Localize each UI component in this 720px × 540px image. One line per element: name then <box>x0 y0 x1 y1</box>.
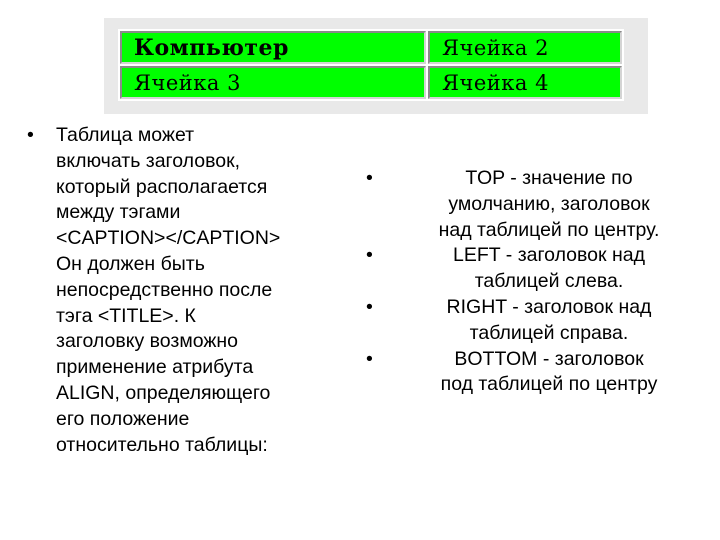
text-line: • BOTTOM - заголовок <box>454 347 644 370</box>
text-line: <CAPTION></CAPTION> <box>56 227 281 250</box>
text-line: умолчанию, заголовок <box>448 192 650 215</box>
text-line: • Таблица может <box>56 124 195 146</box>
text-line: таблицей справа. <box>469 321 629 344</box>
text-line: непосредственно после <box>56 278 273 301</box>
text-line: применение атрибута <box>56 356 254 379</box>
table-cell-2: Ячейка 2 <box>428 31 622 64</box>
left-text-column <box>24 123 354 458</box>
text-line: Он должен быть <box>56 252 205 275</box>
text-line: относительно таблицы: <box>56 433 268 456</box>
text-line: между тэгами <box>56 201 181 224</box>
text-line: под таблицей по центру <box>440 373 658 396</box>
sample-table <box>118 29 624 101</box>
text-line: включать заголовок, <box>56 149 241 172</box>
table-cell-3: Ячейка 3 <box>120 66 426 99</box>
align-left-item <box>363 243 703 295</box>
caption-description-item <box>24 123 354 458</box>
text-line: • LEFT - заголовок над <box>453 244 645 267</box>
text-line: • TOP - значение по <box>465 167 633 189</box>
right-text-column <box>363 166 703 398</box>
text-line: над таблицей по центру. <box>438 218 660 241</box>
align-top-item <box>363 166 703 243</box>
align-bottom-item <box>363 347 703 399</box>
align-right-item <box>363 295 703 347</box>
text-line: его положение <box>56 407 190 430</box>
text-line: ALIGN, определяющего <box>56 381 271 404</box>
text-line: тэга <TITLE>. К <box>56 304 196 327</box>
sample-table-image <box>104 18 648 114</box>
table-cell-4: Ячейка 4 <box>428 66 622 99</box>
text-line: таблицей слева. <box>474 270 624 293</box>
text-line: • RIGHT - заголовок над <box>446 295 652 318</box>
table-cell-computer: Компьютер <box>120 31 426 64</box>
text-line: заголовку возможно <box>56 330 239 353</box>
text-line: который располагается <box>56 175 268 198</box>
